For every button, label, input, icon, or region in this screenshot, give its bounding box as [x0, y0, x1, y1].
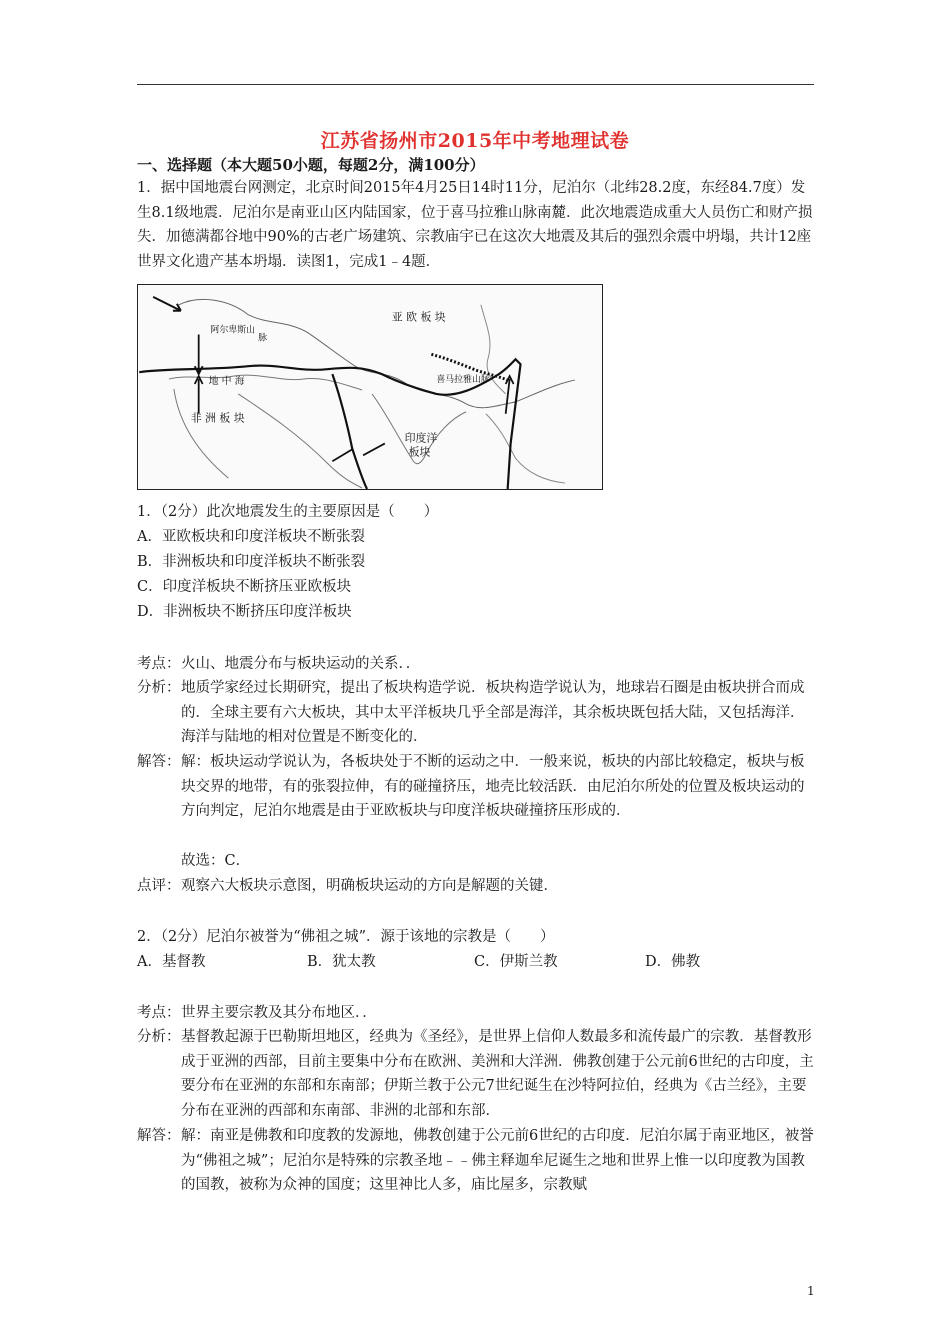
q2-option-a: A．基督教	[137, 954, 206, 970]
q1-stem: 1．（2分）此次地震发生的主要原因是（ ）	[137, 504, 439, 520]
header-rule	[137, 84, 814, 85]
label-africa-plate: 非 洲 板 块	[190, 411, 245, 425]
coastline-africa	[174, 389, 362, 488]
q1-dianping: 观察六大板块示意图，明确板块运动的方向是解题的关键．	[181, 878, 558, 894]
q1-option-d: D．非洲板块不断挤压印度洋板块	[137, 604, 352, 620]
question-intro: 1．据中国地震台网测定，北京时间2015年4月25日14时11分，尼泊尔（北纬28.2度，东经84.7度）发生8.1级地震．尼泊尔是南亚山区内陆国家，位于喜马拉雅山脉南麓．此次地震造成重大人员伤亡和财产损失．加德满都谷地中90%的古老广场建筑、宗教庙宇已在这次大地震及其后的强烈余震中坍塌，共计12座世界文化遗产基本坍塌．读图1，完成1﹣4题．	[137, 180, 813, 270]
label-alps-1: 阿尔卑斯山	[210, 325, 256, 336]
label-indian-ocean-plate-1: 印度洋	[404, 431, 438, 445]
q2-option-c: C．伊斯兰教	[474, 954, 558, 970]
plate-map-svg	[138, 285, 602, 489]
plate-map-figure	[137, 284, 603, 490]
q2-jieda: 解：南亚是佛教和印度教的发源地，佛教创建于公元前6世纪的古印度．尼泊尔属于南亚地区，被誉为“佛祖之城”；尼泊尔是特殊的宗教圣地﹣﹣佛主释迦牟尼诞生之地和世界上惟一以印度教为国教的国教，被称为众神的国度；这里神比人多，庙比屋多，宗教赋	[181, 1128, 814, 1194]
plate-boundary-africa-india	[332, 374, 367, 489]
q1-kaodian-label: 考点：	[137, 656, 181, 672]
label-mediterranean: 地 中 海	[208, 376, 245, 388]
arrow-northwest	[153, 297, 181, 311]
q2-kaodian: 世界主要宗教及其分布地区．．	[181, 1005, 377, 1021]
q1-dianping-label: 点评：	[137, 878, 181, 894]
q2-fenxi: 基督教起源于巴勒斯坦地区，经典为《圣经》，是世界上信仰人数最多和流传最广的宗教．基督教形成于亚洲的西部，目前主要集中分布在欧洲、美洲和大洋洲．佛教创建于公元前6世纪的古印度，主要分布在亚洲的东部和东南部；伊斯兰教于公元7世纪诞生在沙特阿拉伯，经典为《古兰经》，主要分布在亚洲的西部和东南部、非洲的北部和东部．	[181, 1029, 814, 1119]
q2-option-d: D．佛教	[645, 954, 701, 970]
q1-fenxi-label: 分析：	[137, 680, 181, 696]
label-indian-ocean-plate-2: 板块	[408, 445, 431, 459]
q2-fenxi-label: 分析：	[137, 1029, 181, 1045]
q1-option-a: A．亚欧板块和印度洋板块不断张裂	[137, 529, 365, 545]
page-title: 江苏省扬州市2015年中考地理试卷	[320, 130, 630, 152]
q2-option-b: B．犹太教	[307, 954, 376, 970]
coastline-north	[179, 299, 575, 407]
label-alps-2: 脉	[258, 333, 268, 344]
section-heading: 一、选择题（本大题50小题，每题2分，满100分）	[137, 156, 485, 174]
q2-kaodian-label: 考点：	[137, 1005, 181, 1021]
q1-option-b: B．非洲板块和印度洋板块不断张裂	[137, 554, 366, 570]
coastline-seasia	[486, 414, 565, 483]
q2-jieda-label: 解答：	[137, 1128, 181, 1144]
q1-answer: 故选：C．	[181, 853, 251, 869]
q1-kaodian: 火山、地震分布与板块运动的关系．．	[181, 656, 421, 672]
q2-stem: 2．（2分）尼泊尔被誉为“佛祖之城”．源于该地的宗教是（ ）	[137, 929, 555, 945]
label-himalaya: 喜马拉雅山脉	[436, 375, 490, 386]
arrow-redsea-left	[332, 449, 352, 461]
q1-option-c: C．印度洋板块不断挤压亚欧板块	[137, 579, 352, 595]
label-eurasia-plate: 亚 欧 板 块	[391, 310, 446, 324]
arrow-redsea-right	[363, 443, 385, 455]
q1-jieda: 解：板块运动学说认为，各板块处于不断的运动之中．一般来说，板块的内部比较稳定，板块与板块交界的地带，有的张裂拉伸，有的碰撞挤压，地壳比较活跃．由尼泊尔所处的位置及板块运动的方向判定，尼泊尔地震是由于亚欧板块与印度洋板块碰撞挤压形成的．	[181, 754, 805, 820]
page-number: 1	[807, 1284, 815, 1298]
q1-jieda-label: 解答：	[137, 754, 181, 770]
q1-fenxi: 地质学家经过长期研究，提出了板块构造学说．板块构造学说认为，地球岩石圈是由板块拼合而成的．全球主要有六大板块，其中太平洋板块几乎全部是海洋，其余板块既包括大陆，又包括海洋．海洋与陆地的相对位置是不断变化的．	[181, 680, 805, 746]
